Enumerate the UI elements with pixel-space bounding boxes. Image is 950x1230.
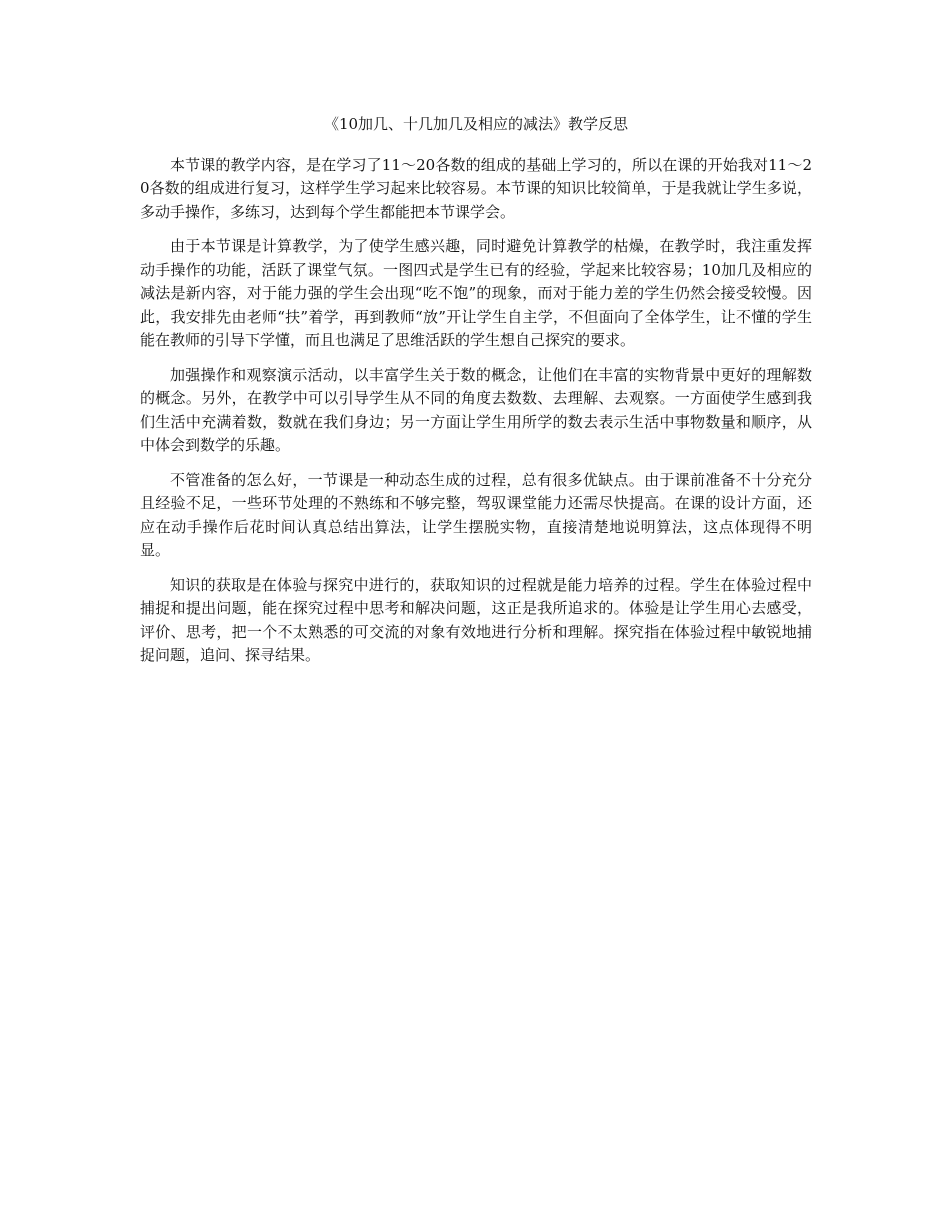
document-body [140,113,812,679]
paragraph-4: 不管准备的怎么好，一节课是一种动态生成的过程，总有很多优缺点。由于课前准备不十分充分且经验不足，一些环节处理的不熟练和不够完整，驾驭课堂能力还需尽快提高。在课的设计方面，还应在动手操作后花时间认真总结出算法，让学生摆脱实物，直接清楚地说明算法，这点体现得不明显。 [140,470,812,559]
document-title: 《10加几、十几加几及相应的减法》教学反思 [323,115,629,133]
paragraph-2: 由于本节课是计算教学，为了使学生感兴趣，同时避免计算教学的枯燥，在教学时，我注重发挥动手操作的功能，活跃了课堂气氛。一图四式是学生已有的经验，学起来比较容易；10加几及相应的减法是新内容，对于能力强的学生会出现“吃不饱”的现象，而对于能力差的学生仍然会接受较慢。因此，我安排先由老师“扶”着学，再到教师“放”开让学生自主学，不但面向了全体学生，让不懂的学生能在教师的引导下学懂，而且也满足了思维活跃的学生想自己探究的要求。 [140,237,812,349]
paragraph-3: 加强操作和观察演示活动，以丰富学生关于数的概念，让他们在丰富的实物背景中更好的理解数的概念。另外，在教学中可以引导学生从不同的角度去数数、去理解、去观察。一方面使学生感到我们生活中充满着数，数就在我们身边；另一方面让学生用所学的数去表示生活中事物数量和顺序，从中体会到数学的乐趣。 [140,365,812,454]
paragraph-5: 知识的获取是在体验与探究中进行的，获取知识的过程就是能力培养的过程。学生在体验过程中捕捉和提出问题，能在探究过程中思考和解决问题，这正是我所追求的。体验是让学生用心去感受，评价、思考，把一个不太熟悉的可交流的对象有效地进行分析和理解。探究指在体验过程中敏锐地捕捉问题，追问、探寻结果。 [140,575,812,664]
paragraph-1: 本节课的教学内容，是在学习了11～20各数的组成的基础上学习的，所以在课的开始我对11～20各数的组成进行复习，这样学生学习起来比较容易。本节课的知识比较简单，于是我就让学生多说，多动手操作，多练习，达到每个学生都能把本节课学会。 [140,155,812,221]
